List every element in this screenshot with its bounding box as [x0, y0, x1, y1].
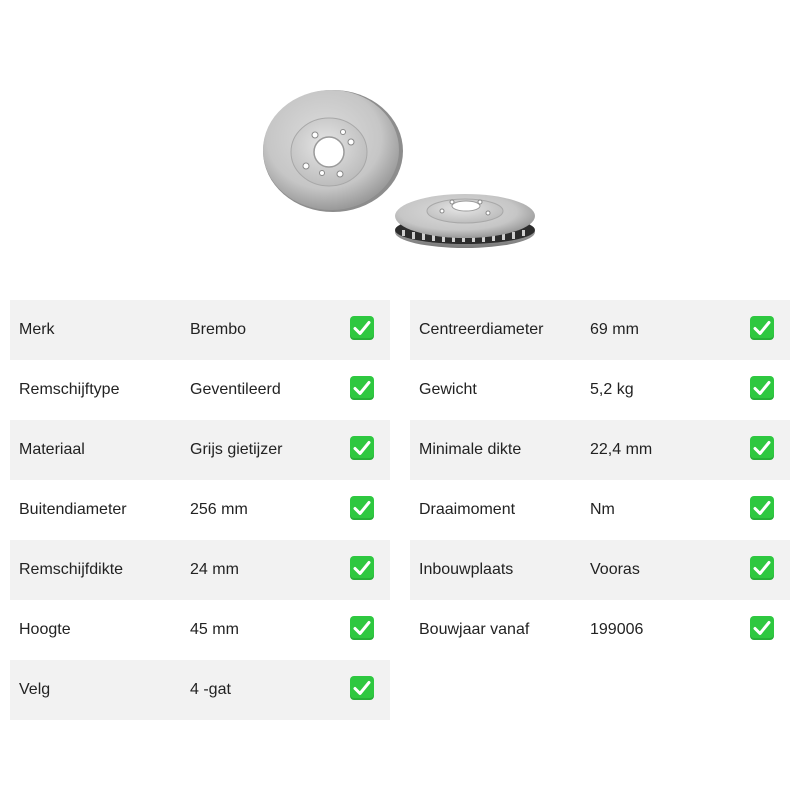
spec-value: Vooras: [590, 561, 640, 578]
check-icon: [350, 556, 374, 580]
spec-label: Buitendiameter: [19, 501, 127, 518]
spec-row: [410, 540, 790, 600]
spec-table-right: [410, 300, 790, 660]
brake-disc-image: [190, 80, 610, 290]
spec-row: [10, 360, 390, 420]
spec-value: 69 mm: [590, 321, 639, 338]
check-icon: [350, 616, 374, 640]
spec-label: Centreerdiameter: [419, 321, 544, 338]
check-icon: [750, 556, 774, 580]
spec-value: 5,2 kg: [590, 381, 634, 398]
check-icon: [350, 676, 374, 700]
check-icon: [750, 436, 774, 460]
spec-row: [410, 300, 790, 360]
spec-row: [10, 420, 390, 480]
spec-row: [410, 600, 790, 660]
check-icon: [750, 376, 774, 400]
check-icon: [750, 316, 774, 340]
spec-label: Draaimoment: [419, 501, 516, 518]
spec-row: [10, 600, 390, 660]
spec-label: Remschijfdikte: [19, 561, 124, 578]
spec-row: [410, 420, 790, 480]
spec-value: Geventileerd: [190, 381, 281, 398]
check-icon: [350, 496, 374, 520]
spec-label: Remschijftype: [19, 381, 120, 398]
spec-row: [10, 300, 390, 360]
check-icon: [750, 616, 774, 640]
spec-value: 24 mm: [190, 561, 239, 578]
spec-label: Velg: [19, 681, 51, 698]
spec-value: 45 mm: [190, 621, 239, 638]
spec-value: Brembo: [190, 321, 247, 338]
spec-value: 199006: [590, 621, 644, 638]
spec-row: [10, 480, 390, 540]
check-icon: [350, 436, 374, 460]
spec-row: [410, 360, 790, 420]
spec-value: 256 mm: [190, 501, 248, 518]
spec-label: Materiaal: [19, 441, 85, 458]
spec-row: [10, 540, 390, 600]
spec-label: Bouwjaar vanaf: [419, 621, 530, 638]
spec-label: Gewicht: [419, 381, 477, 398]
spec-value: Grijs gietijzer: [190, 441, 283, 458]
spec-label: Hoogte: [19, 621, 71, 638]
check-icon: [350, 376, 374, 400]
spec-table-left: [10, 300, 390, 720]
spec-value: 22,4 mm: [590, 441, 653, 458]
spec-row: [10, 660, 390, 720]
spec-label: Merk: [19, 321, 55, 338]
check-icon: [350, 316, 374, 340]
spec-row: [410, 480, 790, 540]
spec-label: Minimale dikte: [419, 441, 522, 458]
check-icon: [750, 496, 774, 520]
spec-label: Inbouwplaats: [419, 561, 514, 578]
spec-value: Nm: [590, 501, 615, 518]
spec-value: 4 -gat: [190, 681, 231, 698]
